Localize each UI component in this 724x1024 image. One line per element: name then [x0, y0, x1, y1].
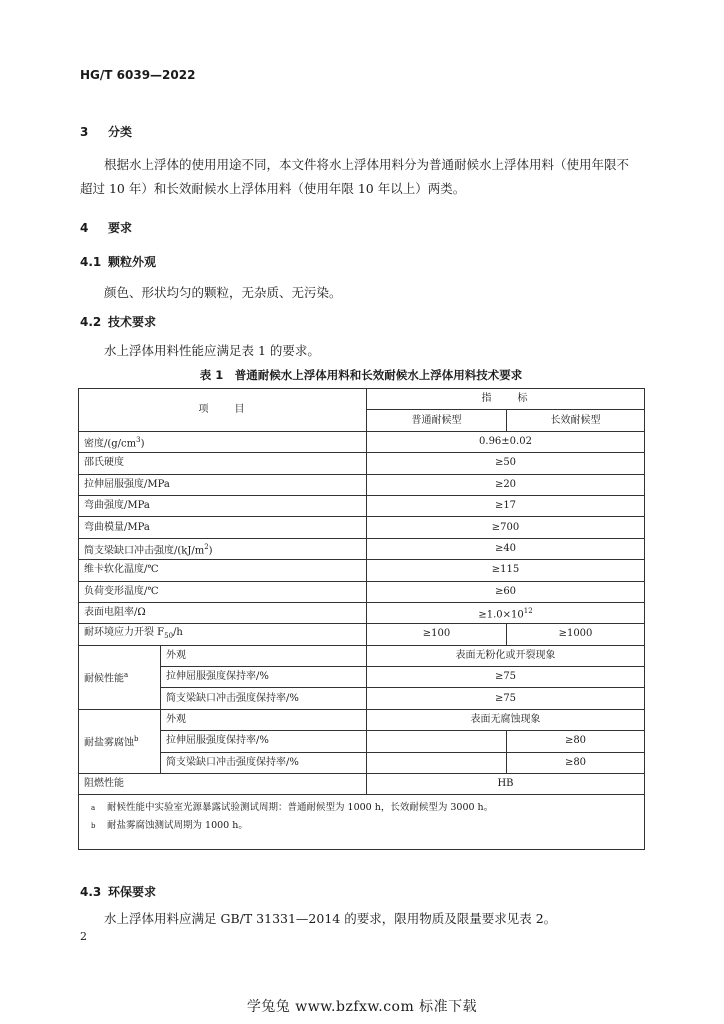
salt-spray-appearance-label: 外观: [161, 709, 367, 730]
section-4-2-heading: [80, 313, 156, 330]
page-number: 2: [80, 930, 87, 943]
salt-spray-impact-retention-label: 简支梁缺口冲击强度保持率/%: [161, 752, 367, 773]
vicat-label: 维卡软化温度/℃: [79, 560, 367, 581]
section-4-heading: [80, 219, 132, 236]
section-4-3-number: 4.3: [80, 885, 102, 899]
section-4-2-para: 水上浮体用料性能应满足表 1 的要求。: [104, 343, 320, 358]
weathering-yield-retention-value: ≥75: [367, 667, 645, 688]
resistivity-label: 表面电阻率/Ω: [79, 602, 367, 623]
section-3-para-line2: 超过 10 年）和长效耐候水上浮体用料（使用年限 10 年以上）两类。: [80, 181, 466, 196]
table-row: [79, 774, 645, 795]
section-4-1-title: 颗粒外观: [108, 255, 157, 269]
section-4-1-number: 4.1: [80, 255, 102, 269]
resistivity-sup: 12: [523, 606, 533, 615]
table-header-normal: 普通耐候型: [367, 410, 507, 431]
table-notes: [79, 795, 645, 850]
table-row: [79, 474, 645, 495]
row-label-density: [79, 431, 367, 452]
salt-spray-impact-normal-empty: [367, 752, 507, 773]
density-value: 0.96±0.02: [367, 431, 645, 452]
section-3-para-line1: 根据水上浮体的使用用途不同，本文件将水上浮体用料分为普通耐候水上浮体用料（使用年限不: [104, 157, 630, 172]
escr-normal-value: ≥100: [367, 624, 507, 645]
salt-spray-appearance-value: 表面无腐蚀现象: [367, 709, 645, 730]
section-4-2-title: 技术要求: [108, 315, 157, 329]
section-4-3-heading: [80, 883, 156, 900]
charpy-value: ≥40: [367, 538, 645, 559]
weathering-label: 耐候性能: [84, 673, 124, 685]
escr-label: 耐环境应力开裂 F: [84, 626, 165, 638]
section-3-title: 分类: [108, 125, 133, 139]
section-4-3-title: 环保要求: [108, 885, 157, 899]
weathering-yield-retention-label: 拉伸屈服强度保持率/%: [161, 667, 367, 688]
density-label: 密度/(g/cm: [84, 438, 137, 450]
flame-label: 阻燃性能: [79, 774, 367, 795]
section-4-1-para: 颜色、形状均匀的颗粒，无杂质、无污染。: [104, 285, 342, 300]
weathering-appearance-label: 外观: [161, 645, 367, 666]
note-b-text: 耐盐雾腐蚀测试周期为 1000 h。: [107, 820, 248, 832]
weathering-group-label: [79, 645, 161, 709]
row-label-escr: [79, 624, 367, 645]
weathering-impact-retention-value: ≥75: [367, 688, 645, 709]
table-row: [79, 731, 645, 752]
table-note: [91, 817, 632, 835]
hardness-label: 邵氏硬度: [79, 453, 367, 474]
salt-spray-yield-retention-value: ≥80: [507, 731, 645, 752]
vicat-value: ≥115: [367, 560, 645, 581]
section-4-2-number: 4.2: [80, 315, 102, 329]
table-row: [79, 602, 645, 623]
section-4-number: 4: [80, 221, 89, 235]
row-label-charpy: [79, 538, 367, 559]
escr-sub: 50: [164, 631, 174, 640]
note-a-text: 耐候性能中实验室光源暴露试验测试周期：普通耐候型为 1000 h，长效耐候型为 3000 h。: [107, 802, 494, 814]
table-row: [79, 581, 645, 602]
table-header-item: 项 目: [79, 389, 367, 432]
charpy-label: 简支梁缺口冲击强度/(kJ/m: [84, 545, 205, 557]
row-value-resistivity: [367, 602, 645, 623]
table-note: [91, 799, 632, 817]
density-label-end: ): [140, 438, 145, 450]
salt-spray-label: 耐盐雾腐蚀: [84, 737, 134, 749]
salt-spray-sup: b: [134, 735, 139, 744]
table-row: [79, 453, 645, 474]
charpy-sup: 2: [204, 542, 209, 551]
flex-modulus-value: ≥700: [367, 517, 645, 538]
section-3-number: 3: [80, 125, 89, 139]
table-row: [79, 709, 645, 730]
hardness-value: ≥50: [367, 453, 645, 474]
tensile-yield-label: 拉伸屈服强度/MPa: [79, 474, 367, 495]
note-a-mark: a: [91, 804, 96, 813]
hdt-value: ≥60: [367, 581, 645, 602]
section-3-heading: [80, 123, 132, 140]
table-1-caption: 表 1 普通耐候水上浮体用料和长效耐候水上浮体用料技术要求: [199, 368, 523, 382]
section-4-title: 要求: [108, 221, 133, 235]
table-row: [79, 667, 645, 688]
salt-spray-impact-retention-value: ≥80: [507, 752, 645, 773]
resistivity-value: ≥1.0×10: [478, 609, 524, 621]
table-row: [79, 624, 645, 645]
table-header-long: 长效耐候型: [507, 410, 645, 431]
table-row: [79, 538, 645, 559]
weathering-sup: a: [124, 671, 129, 680]
weathering-impact-retention-label: 简支梁缺口冲击强度保持率/%: [161, 688, 367, 709]
section-4-1-heading: [80, 253, 156, 270]
section-4-3-para: 水上浮体用料应满足 GB/T 31331—2014 的要求，限用物质及限量要求见表 2。: [104, 911, 557, 926]
escr-label-end: /h: [173, 626, 183, 638]
flex-modulus-label: 弯曲模量/MPa: [79, 517, 367, 538]
escr-long-value: ≥1000: [507, 624, 645, 645]
table-row: [79, 431, 645, 452]
flex-strength-value: ≥17: [367, 495, 645, 516]
table-row: [79, 560, 645, 581]
table-row: [79, 495, 645, 516]
flame-value: HB: [367, 774, 645, 795]
salt-spray-yield-normal-empty: [367, 731, 507, 752]
charpy-label-end: ): [208, 545, 213, 557]
footer-watermark: 学兔兔 www.bzfxw.com 标准下载: [246, 999, 478, 1015]
density-sup: 3: [136, 435, 141, 444]
table-row: [79, 688, 645, 709]
document-number: HG/T 6039—2022: [80, 68, 196, 82]
table-row: [79, 645, 645, 666]
salt-spray-yield-retention-label: 拉伸屈服强度保持率/%: [161, 731, 367, 752]
flex-strength-label: 弯曲强度/MPa: [79, 495, 367, 516]
technical-requirements-table: [78, 388, 645, 850]
salt-spray-group-label: [79, 709, 161, 773]
hdt-label: 负荷变形温度/℃: [79, 581, 367, 602]
table-row: [79, 752, 645, 773]
weathering-appearance-value: 表面无粉化或开裂现象: [367, 645, 645, 666]
table-row: [79, 517, 645, 538]
note-b-mark: b: [91, 822, 96, 831]
tensile-yield-value: ≥20: [367, 474, 645, 495]
table-header-indicator: 指 标: [367, 389, 645, 410]
